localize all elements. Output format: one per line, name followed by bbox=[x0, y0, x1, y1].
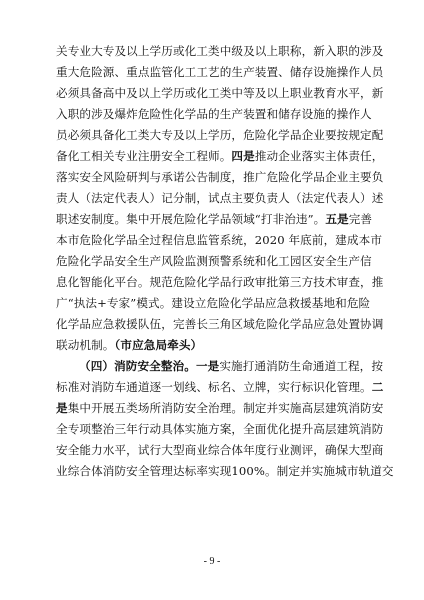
text-run: 重大危险源、重点监管化工工艺的生产装置、储存设施操作人员 bbox=[56, 65, 384, 79]
text-run: 落实安全风险研判与承诺公告制度，推广危险化学品企业主要负 bbox=[56, 170, 384, 184]
text-run: 化学品应急救援队伍，完善长三角区域危险化学品应急处置协调 bbox=[56, 317, 384, 331]
text-line bbox=[56, 188, 384, 209]
text-run: 关专业大专及以上学历或化工类中级及以上职称，新入职的涉及 bbox=[56, 44, 384, 58]
body-text bbox=[56, 41, 394, 482]
text-run: 责人（法定代表人）记分制，试点主要负责人（法定代表人）述 bbox=[56, 191, 384, 205]
text-run: 入职的涉及爆炸危险性化学品的生产装置和储存设施的操作人 bbox=[56, 107, 372, 121]
bold-text-run: （市应急局牵头） bbox=[114, 338, 203, 352]
text-run: 员必须具备化工类大专及以上学历，危险化学品企业要按规定配 bbox=[56, 128, 384, 142]
text-run: 备化工相关专业注册安全工程师。 bbox=[56, 149, 232, 163]
bold-text-run: 二 bbox=[371, 380, 384, 394]
text-line bbox=[56, 440, 384, 461]
bold-text-run: 是 bbox=[56, 401, 68, 415]
text-run: 全专项整治三年行动具体实施方案，全面优化提升高层建筑消防 bbox=[56, 422, 384, 436]
text-run: 集中开展五类场所消防安全治理。制定并实施高层建筑消防安 bbox=[67, 401, 384, 415]
bold-text-run: （四）消防安全整治。 bbox=[79, 359, 196, 373]
text-line bbox=[56, 314, 384, 335]
text-line bbox=[56, 293, 374, 314]
text-line bbox=[56, 104, 374, 125]
text-line bbox=[56, 230, 383, 251]
text-line bbox=[56, 461, 394, 482]
text-line bbox=[56, 146, 384, 167]
text-line bbox=[56, 251, 374, 272]
bold-text-run: 五是 bbox=[325, 212, 349, 226]
text-run: 联动机制。 bbox=[56, 338, 115, 352]
text-run: 危险化学品安全生产风险监测预警系统和化工园区安全生产信 bbox=[56, 254, 372, 268]
page-number: - 9 - bbox=[203, 556, 221, 567]
text-run: 必须具备高中及以上学历或化工类中等及以上职业教育水平，新 bbox=[56, 86, 384, 100]
text-line bbox=[56, 41, 384, 62]
text-run: 职述安制度。集中开展危险化学品领域“打非治违”。 bbox=[56, 212, 326, 226]
text-run: 广“执法+专家”模式。建设立危险化学品应急救援基地和危险 bbox=[56, 296, 371, 310]
text-line bbox=[56, 272, 384, 293]
text-line bbox=[56, 209, 374, 230]
text-line bbox=[56, 335, 374, 356]
text-run: 实施打通消防生命通道工程，按 bbox=[219, 359, 384, 373]
text-line bbox=[56, 377, 384, 398]
text-line bbox=[56, 62, 384, 83]
text-line bbox=[56, 125, 384, 146]
text-run: 业综合体消防安全管理达标率实现100%。制定并实施城市轨道交 bbox=[56, 464, 394, 478]
text-run: 本市危险化学品全过程信息监管系统，2020 年底前，建成本市 bbox=[56, 233, 383, 247]
text-run: 完善 bbox=[348, 212, 373, 226]
text-run: 标准对消防车通道逐一划线、标名、立牌，实行标识化管理。 bbox=[56, 380, 372, 394]
text-run: 安全能力水平，试行大型商业综合体年度行业测评，确保大型商 bbox=[56, 443, 384, 457]
text-run: 推动企业落实主体责任， bbox=[254, 149, 384, 163]
text-line bbox=[56, 419, 384, 440]
text-run: 息化智能化平台。规范危险化学品行政审批第三方技术审查，推 bbox=[56, 275, 384, 289]
bold-text-run: 四是 bbox=[231, 149, 255, 163]
bold-text-run: 一是 bbox=[195, 359, 220, 373]
text-line bbox=[56, 83, 384, 104]
text-line bbox=[56, 167, 384, 188]
text-line bbox=[56, 398, 384, 419]
text-line bbox=[56, 356, 384, 377]
